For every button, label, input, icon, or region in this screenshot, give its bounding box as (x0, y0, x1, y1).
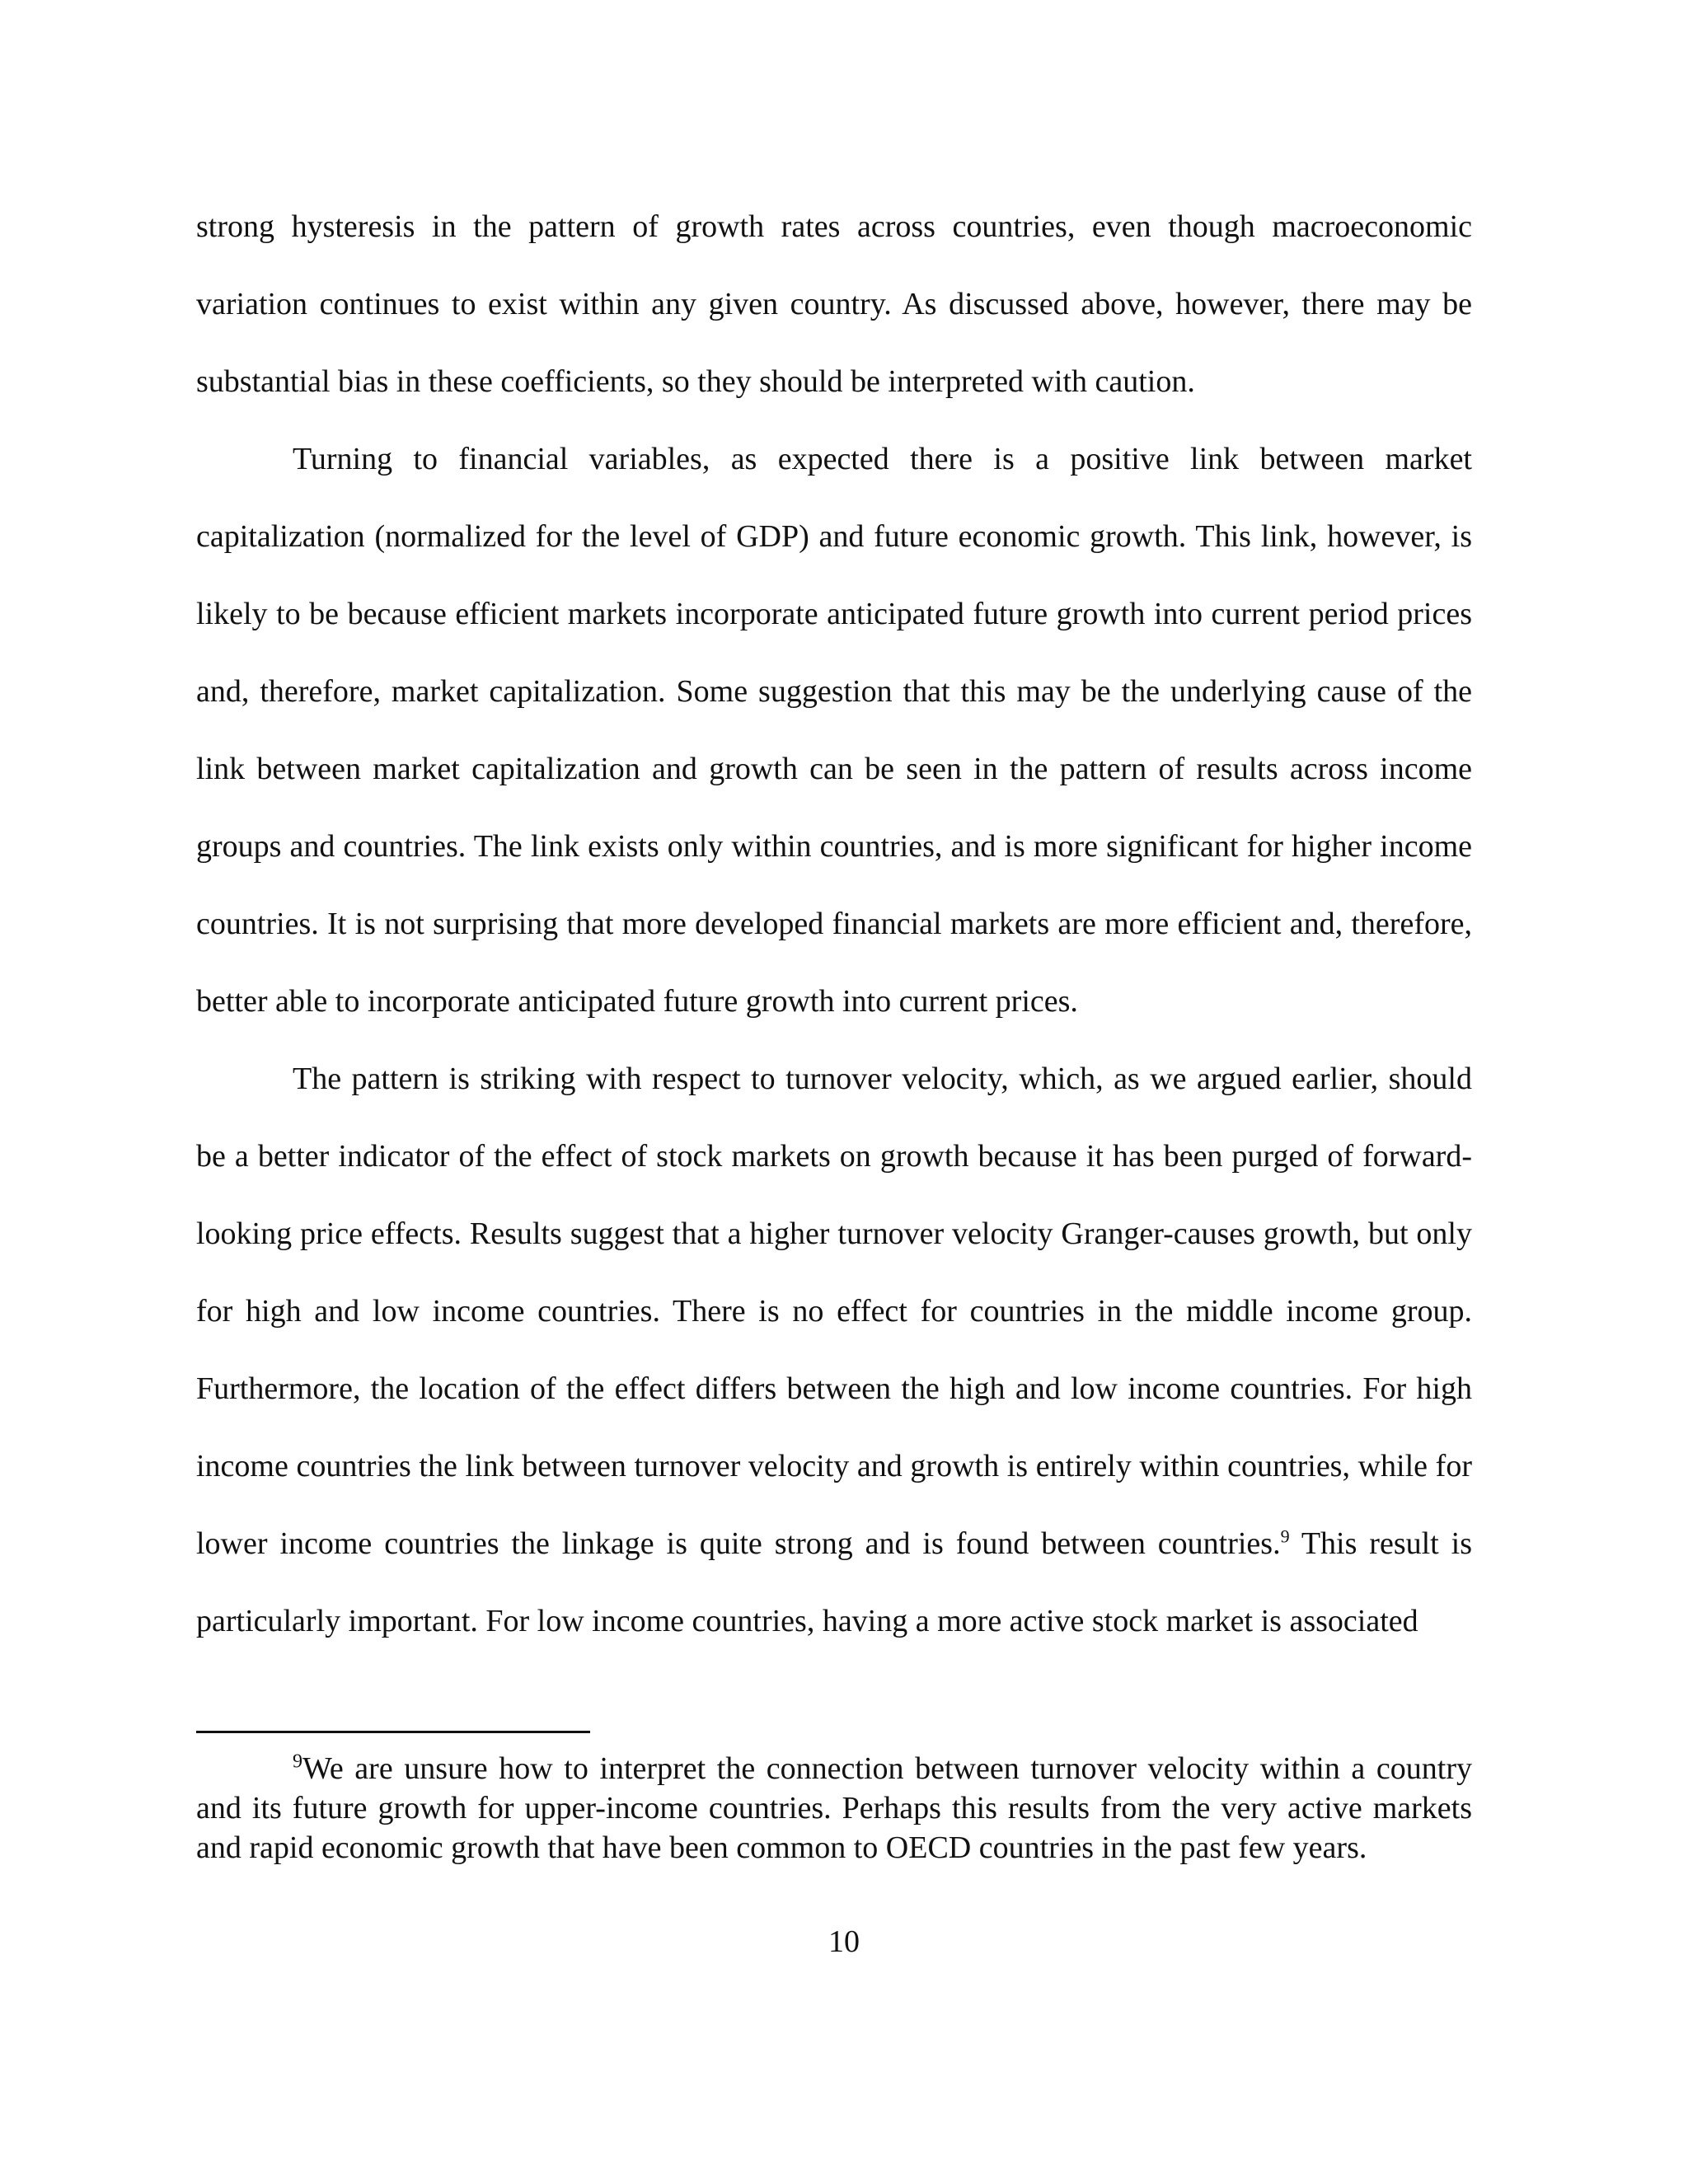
paragraph-financial-variables: Turning to financial variables, as expected there is a positive link between market capitalization (normalized for the level of GDP) and future economic growth. This link, however, is likely to be because efficient markets incorporate anticipated future growth into current period prices and, therefore, market capitalization. Some suggestion that this may be the underlying cause of the link between market capitalization and growth can be seen in the pattern of results across income groups and countries. The link exists only within countries, and is more significant for higher income countries. It is not surprising that more developed financial markets are more efficient and, therefore, better able to incorporate anticipated future growth into current prices. (196, 442, 1472, 1019)
paragraph-text-after-note: This result is particularly important. For low income countries, having a more active stock market is associated (196, 1526, 1473, 1638)
footnote-separator (196, 1731, 590, 1733)
footnote-mark: 9 (293, 1750, 302, 1773)
footnote-9 (196, 1749, 1472, 1868)
paragraph-continued: strong hysteresis in the pattern of growth rates across countries, even though macroeconomic variation continues to exist within any given country. As discussed above, however, there may be substantial bias in these coefficients, so they should be interpreted with caution. (196, 209, 1472, 399)
paragraph-text-before-note: The pattern is striking with respect to turnover velocity, which, as we argued earlier, should be a better indicator of the effect of stock markets on growth because it has been purged of forward-looking price effects. Results suggest that a higher turnover velocity Granger-causes growth, but only for high and low income countries. There is no effect for countries in the middle income group. Furthermore, the location of the effect differs between the high and low income countries. For high income countries the link between turnover velocity and growth is entirely within countries, while for lower income countries the linkage is quite strong and is found between countries. (196, 1062, 1472, 1561)
footnote-text: We are unsure how to interpret the connection between turnover velocity within a country and its future growth for upper-income countries. Perhaps this results from the very active markets and rapid economic growth that have been common to OECD countries in the past few years. (196, 1751, 1472, 1865)
page-number: 10 (828, 1924, 860, 1959)
body-text (196, 188, 1472, 1660)
footnote-reference-9[interactable]: 9 (1280, 1526, 1290, 1547)
paragraph-turnover-velocity (196, 1040, 1472, 1660)
